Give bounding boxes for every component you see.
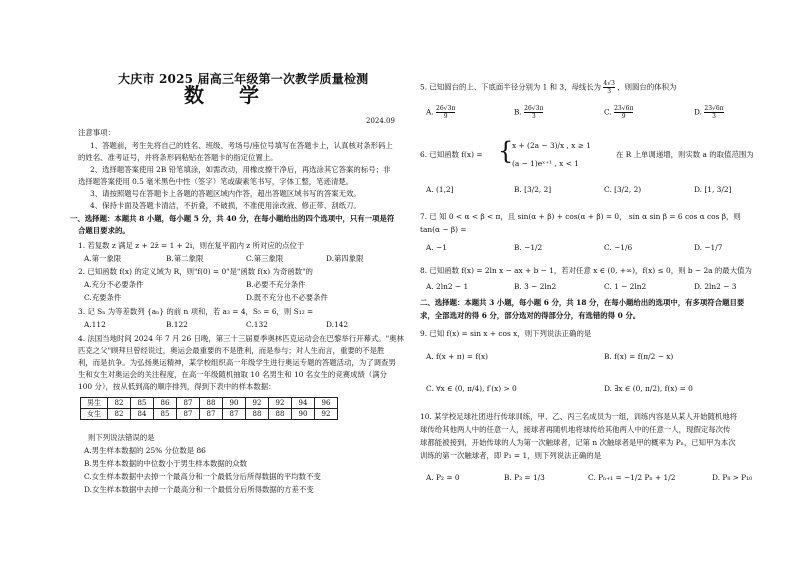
note-line: 2、选择题答案使用 2B 铅笔填涂，如需改动，用橡皮擦干净后，再选涂其它答案的标号；非 <box>90 165 391 174</box>
q1-option-d: D.第四象限 <box>326 254 364 263</box>
q3-stem: 3. 记 Sₙ 为等差数列 {aₙ} 的前 n 项和，若 a₃ = 4，S₅ = 6，则 S₁₂ = <box>78 307 314 316</box>
q9-option-d: D. ∃x ∈ (0, π/2), f(x) = 0 <box>604 384 693 393</box>
q9-option-a: A. f(x + π) = f(x) <box>426 352 489 361</box>
fraction-num: 23√6π <box>614 105 634 112</box>
q2-option-c: C.充要条件 <box>84 293 122 302</box>
table-cell: 94 <box>292 398 315 409</box>
score-table <box>80 397 338 420</box>
table-cell: 88 <box>269 409 292 420</box>
q1-option-b: B.第二象限 <box>166 254 204 263</box>
option-label: D. <box>694 107 703 117</box>
q7-option-d: D. −1/7 <box>694 243 723 252</box>
q10-stem-line: 球都能被接到，开始传球的人为第一次触球者，记第 n 次触球者是甲的概率为 Pₙ，已知甲为本次 <box>420 438 736 447</box>
option-label: C. <box>604 107 612 117</box>
q8-stem: 8. 已知函数 f(x) = 2ln x − ax + b − 1，若对任意 x ∈ (0, +∞)，f(x) ≤ 0，则 b − 2a 的最大值为 <box>420 266 752 275</box>
option-fraction <box>614 105 633 120</box>
option-label: A. <box>426 107 434 117</box>
q6-stem-b: 在 R 上单调递增，则实数 a 的取值范围为 <box>616 150 754 159</box>
q5-stem-a: 5. 已知圆台的上、下底面半径分别为 1 和 3，母线长为 <box>420 82 602 92</box>
section1-heading: 一、选择题：本题共 8 小题，每小题 5 分，共 40 分，在每小题给出的四个选项中，只有一项是符 <box>70 214 395 223</box>
table-cell: 82 <box>108 398 131 409</box>
row-label: 男生 <box>81 398 108 409</box>
q10-option-b: B. P₃ = 1/3 <box>504 473 545 482</box>
q5-option-b <box>514 105 543 120</box>
fraction-den: 3 <box>712 113 716 120</box>
exam-date: 2024.09 <box>366 117 395 125</box>
fraction-den: 9 <box>621 113 626 120</box>
table-cell: 88 <box>200 398 223 409</box>
q3-option-d: D.142 <box>326 320 349 329</box>
note-line: 4、保持卡面及答题卡清洁，不折叠，不破损，不准使用涂改液、修正带、刮纸刀。 <box>90 201 361 210</box>
table-cell: 87 <box>177 409 200 420</box>
q5-option-d <box>694 105 724 120</box>
q9-stem: 9. 已知 f(x) = sin x + cos x，则下列说法正确的是 <box>420 329 592 338</box>
right-column <box>420 0 790 566</box>
q5-option-c <box>604 105 633 120</box>
section2-heading: 二、选择题：本题共 3 小题，每小题 6 分，共 18 分，在每小题给出的选项中，有多项符合题目要 <box>420 298 745 307</box>
q10-option-c: C. Pₙ₊₁ = −1/2 Pₙ + 1/2 <box>588 473 676 482</box>
exam-title: 大庆市 2025 届高三年级第一次教学质量检测 <box>118 72 369 86</box>
q5-stem-b: ，则圆台的体积为 <box>617 82 677 92</box>
q1-stem: 1. 若复数 z 满足 z + 2z̄ = 1 + 2i，则在复平面内 z 所对应的点位于 <box>78 241 305 250</box>
q4-stem-line: 4. 法国当地时间 2024 年 7 月 26 日晚，第三十三届夏季奥林匹克运动会在巴黎举行开幕式。"奥林 <box>78 334 404 343</box>
q6-option-c: C. [3/2, 2) <box>604 185 642 194</box>
table-cell: 87 <box>177 398 200 409</box>
option-fraction <box>704 105 723 120</box>
fraction-num: 4√3 <box>603 80 615 87</box>
row-label: 女生 <box>81 409 108 420</box>
q6-option-d: D. [1, 3/2] <box>694 185 732 194</box>
table-row <box>81 409 338 420</box>
q7-option-c: C. −1/6 <box>604 243 633 252</box>
section2-heading-cont: 求，全部选对的得 6 分，部分选对的得部分分，有选错的得 0 分。 <box>420 311 641 320</box>
fraction-den: 3 <box>607 88 612 95</box>
piecewise-brace: { <box>498 137 514 165</box>
table-cell: 87 <box>223 409 246 420</box>
q2-option-a: A.充分不必要条件 <box>84 280 144 289</box>
note-line: 选择题答案使用 0.5 毫米黑色中性（签字）笔或碳素笔书写，字体工整，笔迹清楚。 <box>78 177 354 186</box>
table-cell: 92 <box>246 398 269 409</box>
q3-option-a: A.112 <box>84 320 106 329</box>
left-column <box>70 0 408 566</box>
note-line: 1、答题前，考生先将自己的姓名、班级、考场号/座位号填写在答题卡上，认真核对条形码上 <box>90 141 393 150</box>
fraction-num: 23√6π <box>704 105 724 112</box>
note-line: 的姓名、准考证号，并将条形码粘贴在答题卡的指定位置上。 <box>78 153 278 162</box>
table-cell: 92 <box>269 398 292 409</box>
q4-option-d: D.女生样本数据中去掉一个最高分和一个最低分后所得数据的方差不变 <box>84 485 314 494</box>
note-line: 3、请按照题号在答题卡上各题的答题区域内作答，超出答题区域书写的答案无效。 <box>90 189 361 198</box>
q6-case-2: (a − 1)eˣ⁺¹ , x < 1 <box>512 159 579 168</box>
q7-stem-line: tan(α − β) = <box>420 225 467 234</box>
q3-option-b: B.122 <box>166 320 188 329</box>
q3-option-c: C.132 <box>246 320 268 329</box>
q8-option-c: C. 1 − 2ln2 <box>604 282 647 291</box>
q7-option-a: A. −1 <box>426 243 447 252</box>
q8-option-a: A. 2ln2 − 1 <box>426 282 469 291</box>
section1-heading-cont: 合题目要求的。 <box>78 226 130 235</box>
fraction-num: 26√3π <box>436 105 456 112</box>
q6-option-a: A. (1,2] <box>426 185 454 194</box>
q7-option-b: B. −1/2 <box>514 243 543 252</box>
table-cell: 87 <box>200 409 223 420</box>
table-cell: 85 <box>131 398 154 409</box>
fraction-den: 3 <box>531 113 536 120</box>
q1-option-a: A.第一象限 <box>84 254 122 263</box>
table-cell: 86 <box>154 398 177 409</box>
q10-stem-line: 10. 某学校足球社团进行传球训练，甲、乙、丙三名成员为一组，训练内容是从某人开始随机地将 <box>420 412 738 421</box>
q4-stem-line: 生和女生对奥运会的关注程度，在高一年级随机抽取 10 名男生和 10 名女生的竞赛成绩（满分 <box>78 370 388 379</box>
q8-option-d: D. 2ln2 − 3 <box>694 282 737 291</box>
q8-option-b: B. 3 − 2ln2 <box>514 282 557 291</box>
q5-stem <box>420 80 676 95</box>
q6-stem-a: 6. 已知函数 f(x) = <box>420 150 483 159</box>
q1-option-c: C.第三象限 <box>246 254 284 263</box>
table-cell: 96 <box>315 398 338 409</box>
q10-stem-line: 训练的第一次触球者，即 P₁ = 1，则下列说法正确的是 <box>420 451 602 460</box>
table-cell: 85 <box>154 409 177 420</box>
q4-option-a: A.男生样本数据的 25% 分位数是 86 <box>84 446 206 455</box>
fraction-num: 26√3π <box>524 105 544 112</box>
q2-option-b: B.必要不充分条件 <box>246 280 306 289</box>
table-cell: 92 <box>315 409 338 420</box>
fraction-den: 9 <box>443 113 448 120</box>
q4-stem-line: 匹克之父"顾拜旦曾经说过，奥运会最重要的不是胜利，而是参与；对人生而言，重要的不是胜 <box>78 346 385 355</box>
subject-title: 数 学 <box>184 83 273 107</box>
option-fraction <box>524 105 543 120</box>
q4-option-c: C.女生样本数据中去掉一个最高分和一个最低分后所得数据的平均数不变 <box>84 472 321 481</box>
q7-stem-line: 7. 已 知 0 < α < β < π，且 sin(α + β) + cos(α + β) = 0， sin α sin β = 6 cos α cos β，则 <box>420 212 741 221</box>
q6-case-1: x + (2a − 3)/x , x ≥ 1 <box>512 141 591 150</box>
table-row <box>81 398 338 409</box>
q5-fraction <box>603 80 614 95</box>
table-cell: 82 <box>108 409 131 420</box>
q4-stem-line: 利，而是抗争。为弘扬奥运精神，某学校组织高一年级学生进行奥运专题的答题活动，为了调查男 <box>78 358 396 367</box>
notes-heading: 注意事项： <box>78 128 115 137</box>
q9-option-c: C. ∀x ∈ (0, π/4), f′(x) > 0 <box>426 384 517 393</box>
q4-ask: 则下列说法错误的是 <box>88 433 155 442</box>
q4-stem-line: 100 分），按从低到高的顺序排列，得到下表中的样本数据： <box>78 382 276 391</box>
q6-option-b: B. [3/2, 2] <box>514 185 552 194</box>
table-cell: 90 <box>292 409 315 420</box>
table-cell: 88 <box>246 409 269 420</box>
q2-stem: 2. 已知函数 f(x) 的定义域为 R，则"f(0) = 0"是"函数 f(x) 为奇函数"的 <box>78 267 313 276</box>
q10-option-d: D. P₈ > P₁₀ <box>712 473 753 482</box>
q10-stem-line: 球传给其他两人中的任意一人，接球者再随机地将球传给其他两人中的任意一人，现假定每次传 <box>420 425 731 434</box>
q9-option-b: B. f(x) = f(π/2 − x) <box>604 352 674 361</box>
q2-option-d: D.既不充分也不必要条件 <box>246 293 328 302</box>
table-cell: 90 <box>223 398 246 409</box>
q5-option-a <box>426 105 455 120</box>
q10-option-a: A. P₂ = 0 <box>426 473 460 482</box>
table-cell: 84 <box>131 409 154 420</box>
option-label: B. <box>514 107 522 117</box>
option-fraction <box>436 105 455 120</box>
q4-option-b: B.男生样本数据的中位数小于男生样本数据的众数 <box>84 459 247 468</box>
